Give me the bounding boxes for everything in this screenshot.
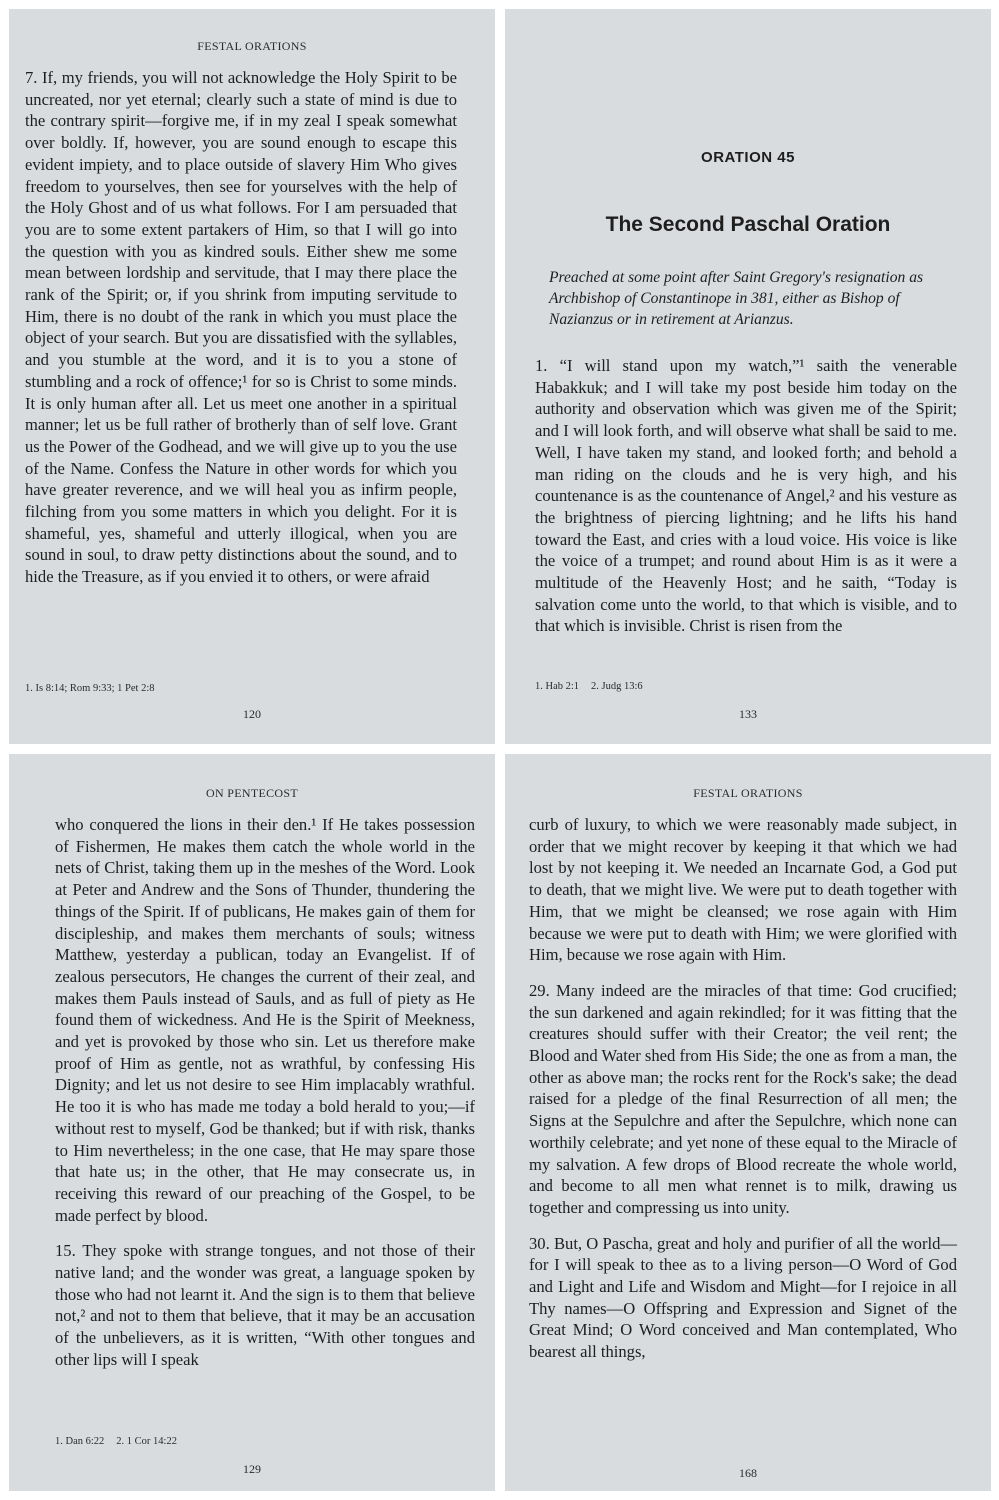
page-body xyxy=(535,355,957,637)
paragraph: 7. If, my friends, you will not acknowledge the Holy Spirit to be uncreated, nor yet eternal; clearly such a state of mind is due to the contrary spirit—forgive me, if in my zeal I speak somewhat over boldly. If, however, you are sound enough to escape this evident impiety, and to place outside of slavery Him Who gives freedom to yourselves, then see for yourselves with the help of the Holy Ghost and of us what follows. For I am persuaded that you are to some extent partakers of Him, so that I will go into the question with you as kindred souls. Either shew me some mean between lordship and servitude, that I may there place the rank of the Spirit; or, if you shrink from imputing servitude to Him, there is no doubt of the rank in which you must place the object of your search. But you are dissatisfied with the syllables, and you stumble at the word, and it is to you a stone of stumbling and a rock of offence;¹ for so is Christ to some minds. It is only human after all. Let us meet one another in a spiritual manner; let us be full rather of brotherly than of self love. Grant us the Power of the Godhead, and we will give up to you the use of the Name. Confess the Nature in other words for which you have greater reverence, and we will heal you as infirm people, filching from you some matters in which you delight. For it is shameful, yes, shameful and utterly illogical, when you are sound in soul, to draw petty distinctions about the sound, and to hide the Treasure, as if you envied it to others, or were afraid xyxy=(25,68,457,587)
book-page-168 xyxy=(505,754,991,1491)
footnote: 2. Judg 13:6 xyxy=(591,681,643,692)
oration-number: ORATION 45 xyxy=(701,149,795,166)
paragraph: 29. Many indeed are the miracles of that time: God crucified; the sun darkened and again rekindled; for it was fitting that the creatures should suffer with their Creator; the veil rent; the Blood and Water shed from His Side; the one as from a man, the other as above man; the rocks rent for the Rock's sake; the dead raised for a pledge of the final Resurrection of all men; the Signs at the Sepulchre and after the Sepulchre, which none can worthily celebrate; and yet none of these equal to the Miracle of my salvation. A few drops of Blood recreate the whole world, and become to all men what rennet is to milk, drawing us together and compressing us into unity. xyxy=(529,980,957,1217)
page-number: 129 xyxy=(243,1462,261,1476)
running-head: ON PENTECOST xyxy=(206,786,298,800)
paragraph: 15. They spoke with strange tongues, and not those of their native land; and the wonder was great, a language spoken by those who had not learnt it. And the sign is to them that believe not,² and not to them that believe, that it may be an accusation of the unbelievers, as it is written, “With other tongues and other lips will I speak xyxy=(55,1241,475,1369)
oration-title: The Second Paschal Oration xyxy=(605,213,891,236)
paragraph: 30. But, O Pascha, great and holy and purifier of all the world—for I will speak to thee as to a living person—O Word of God and Light and Life and Wisdom and Might—for I rejoice in all Thy names—O Offspring and Expression and Signet of the Great Mind; O Word conceived and Man contemplated, Who bearest all things, xyxy=(529,1233,957,1362)
footnote: 2. 1 Cor 14:22 xyxy=(116,1436,177,1447)
book-page-133 xyxy=(505,9,991,744)
paragraph: curb of luxury, to which we were reasonably made subject, in order that we might recover by keeping it that which we had lost by not keeping it. We needed an Incarnate God, a God put to death, that we might live. We were put to death together with Him, that we might be cleansed; we rose again with Him because we were put to death with Him; we were glorified with Him, because we rose again with Him. xyxy=(529,815,957,965)
book-page-120 xyxy=(9,9,495,744)
running-head: FESTAL ORATIONS xyxy=(693,786,803,800)
book-page-129 xyxy=(9,754,495,1491)
footnote: 1. Is 8:14; Rom 9:33; 1 Pet 2:8 xyxy=(25,683,155,694)
paragraph: who conquered the lions in their den.¹ If He takes possession of Fishermen, He makes them catch the whole world in the nets of Christ, taking them up in the meshes of the Word. Look at Peter and Andrew and the Sons of Thunder, thundering the things of the Spirit. If of publicans, He makes gain of them for discipleship, and makes them merchants of souls; witness Matthew, yesterday a publican, today an Evangelist. If of zealous persecutors, He changes the current of their zeal, and makes them Pauls instead of Sauls, and as full of piety as He found them of wickedness. And He is the Spirit of Meekness, and yet is provoked by those who sin. Let us therefore make proof of Him as gentle, not as wrathful, by confessing His Dignity; and let us not desire to see Him implacably wrathful. He too it is who has made me today a bold herald to you;—if without rest to myself, God be thanked; but if with risk, thanks to Him nevertheless; in the one case, that He may spare those that hate us; in the other, that He may consecrate us, in receiving this reward of our preaching of the Gospel, to be made perfect by blood. xyxy=(55,815,475,1225)
page-number: 133 xyxy=(739,707,757,721)
page-body xyxy=(25,67,457,588)
page-body xyxy=(529,814,957,1363)
paragraph: 1. “I will stand upon my watch,”¹ saith the venerable Habakkuk; and I will take my post beside him today on the authority and observation which was given me of the Spirit; and I will look forth, and will observe what shall be said to me. Well, I have taken my stand, and looked forth; and behold a man riding on the clouds and he is very high, and his countenance is as the countenance of Angel,² and his vesture as the brightness of piercing lightning; and he lifts his hand toward the East, and cries with a loud voice. His voice is like the voice of a trumpet; and round about Him is as it were a multitude of the Heavenly Host; and he saith, “Today is salvation come unto the world, to that which is visible, and to that which is invisible. Christ is risen from the xyxy=(535,356,957,636)
page-number: 120 xyxy=(243,707,261,721)
footnote: 1. Dan 6:22 xyxy=(55,1436,105,1447)
page-body xyxy=(55,814,475,1371)
footnotes xyxy=(535,681,643,692)
footnotes xyxy=(55,1436,177,1447)
footnote: 1. Hab 2:1 xyxy=(535,681,580,692)
page-number: 168 xyxy=(739,1466,757,1480)
footnotes xyxy=(25,683,155,694)
oration-intro: Preached at some point after Saint Gregory's resignation as Archbishop of Constantinope in 381, either as Bishop of Nazianzus or in retirement at Arianzus. xyxy=(549,269,924,328)
running-head: FESTAL ORATIONS xyxy=(197,39,307,53)
